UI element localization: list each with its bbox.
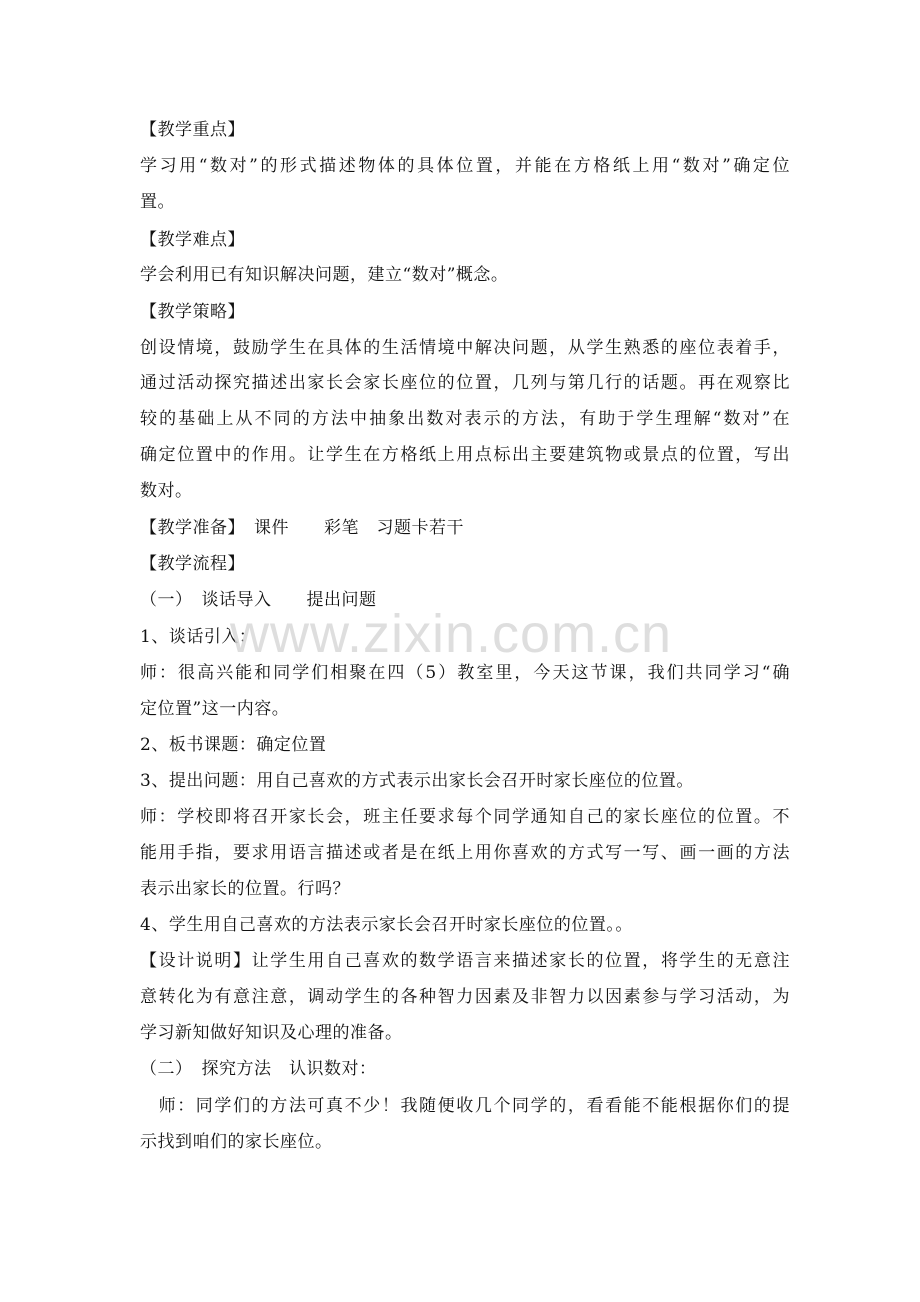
step-line: 1、谈话引入： (140, 627, 257, 647)
paragraph-line: 师：很高兴能和同学们相聚在四（5）教室里，今天这节课，我们共同学习“确 (140, 663, 790, 683)
paragraph-line: 较的基础上从不同的方法中抽象出数对表示的方法，有助于学生理解“数对”在 (140, 409, 790, 429)
heading-teaching-difficulty: 【教学难点】 (140, 230, 245, 250)
step-line: 2、板书课题：确定位置 (140, 735, 327, 755)
paragraph-line: 学习用“数对”的形式描述物体的具体位置，并能在方格纸上用“数对”确定位 (140, 156, 790, 176)
paragraph-line: 表示出家长的位置。行吗？ (140, 879, 350, 899)
paragraph-line: 定位置”这一内容。 (140, 699, 290, 719)
paragraph-line: 数对。 (140, 481, 193, 501)
paragraph-line: 置。 (140, 192, 175, 212)
paragraph-line: 创设情境，鼓励学生在具体的生活情境中解决问题，从学生熟悉的座位表着手， (140, 338, 790, 358)
heading-teaching-focus: 【教学重点】 (140, 120, 245, 140)
paragraph-line: 能用手指，要求用语言描述或者是在纸上用你喜欢的方式写一写、画一画的方法 (140, 843, 790, 863)
watermark: www.zixin.com.cn (230, 604, 673, 664)
paragraph-line: 确定位置中的作用。让学生在方格纸上用点标出主要建筑物或景点的位置，写出 (140, 445, 790, 465)
section-heading: （一） 谈话导入 提出问题 (140, 590, 377, 610)
heading-teaching-preparation: 【教学准备】 课件 彩笔 习题卡若干 (140, 518, 464, 538)
paragraph-line: 示找到咱们的家长座位。 (140, 1132, 333, 1152)
paragraph-line: 通过活动探究描述出家长会家长座位的位置，几列与第几行的话题。再在观察比 (140, 373, 790, 393)
section-heading: （二） 探究方法 认识数对： (140, 1059, 377, 1079)
design-note-line: 【设计说明】让学生用自己喜欢的数学语言来描述家长的位置，将学生的无意注 (140, 951, 790, 971)
paragraph-line: 学会利用已有知识解决问题，建立“数对”概念。 (140, 265, 509, 285)
paragraph-line: 意转化为有意注意，调动学生的各种智力因素及非智力以因素参与学习活动，为 (140, 987, 790, 1007)
heading-teaching-strategy: 【教学策略】 (140, 302, 245, 322)
paragraph-line: 学习新知做好知识及心理的准备。 (140, 1023, 403, 1043)
heading-teaching-process: 【教学流程】 (140, 554, 245, 574)
step-line: 3、提出问题：用自己喜欢的方式表示出家长会召开时家长座位的位置。 (140, 771, 694, 791)
step-line: 4、学生用自己喜欢的方法表示家长会召开时家长座位的位置。。 (140, 915, 633, 935)
paragraph-line: 师：学校即将召开家长会，班主任要求每个同学通知自己的家长座位的位置。不 (140, 807, 790, 827)
paragraph-line: 师：同学们的方法可真不少！我随便收几个同学的，看看能不能根据你们的提 (140, 1096, 790, 1116)
